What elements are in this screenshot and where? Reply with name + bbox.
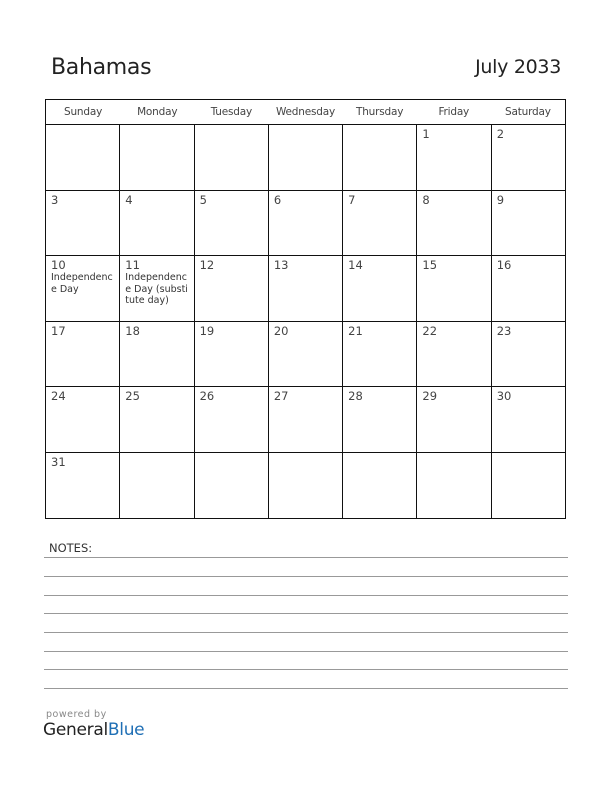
day-number: 26 [199, 389, 215, 403]
notes-line [44, 632, 568, 633]
day-number: 18 [125, 323, 140, 338]
holiday-label: Independence Day [51, 272, 113, 295]
weekday-monday: Monday [137, 106, 178, 118]
day-cell[interactable] [269, 191, 343, 256]
day-cell[interactable] [417, 322, 491, 387]
day-number: 24 [51, 389, 66, 403]
notes-line [44, 651, 568, 652]
day-cell[interactable] [343, 453, 417, 519]
day-number: 20 [273, 323, 289, 338]
day-cell[interactable] [46, 125, 120, 190]
day-cell[interactable] [195, 125, 269, 190]
day-number: 25 [125, 389, 140, 403]
day-cell[interactable] [492, 125, 565, 190]
day-cell[interactable] [417, 256, 491, 321]
weekday-header-row [46, 100, 565, 125]
day-cell[interactable] [492, 322, 565, 387]
day-cell[interactable] [195, 453, 269, 519]
generalblue-logo[interactable] [43, 720, 144, 740]
day-number: 5 [199, 192, 207, 207]
day-cell[interactable] [343, 191, 417, 256]
day-cell[interactable] [195, 387, 269, 452]
day-number: 1 [422, 127, 430, 141]
day-number: 13 [273, 258, 289, 272]
day-number: 28 [348, 389, 363, 403]
day-cell[interactable] [120, 191, 194, 256]
day-cell[interactable] [120, 453, 194, 519]
day-cell[interactable] [343, 322, 417, 387]
month-year-title: July 2033 [475, 56, 561, 78]
day-number: 19 [199, 323, 215, 338]
day-cell[interactable] [492, 387, 565, 452]
week-row [46, 191, 565, 257]
day-cell[interactable] [343, 256, 417, 321]
day-number: 6 [273, 192, 282, 207]
day-number: 2 [496, 127, 505, 141]
day-cell[interactable] [417, 453, 491, 519]
weekday-tuesday: Tuesday [210, 106, 253, 118]
day-cell[interactable] [269, 453, 343, 519]
notes-line [44, 595, 568, 596]
week-row [46, 387, 565, 453]
day-cell[interactable] [343, 387, 417, 452]
day-cell[interactable] [46, 453, 120, 519]
day-cell[interactable] [492, 256, 565, 321]
powered-by-text: powered by [46, 709, 107, 720]
day-number: 30 [496, 389, 512, 403]
day-cell[interactable] [195, 256, 269, 321]
brand-blue: Blue [107, 720, 145, 740]
day-number: 7 [348, 192, 356, 207]
notes-label: NOTES: [49, 541, 93, 555]
day-number: 10 [51, 258, 66, 272]
day-cell[interactable] [417, 125, 491, 190]
day-number: 22 [422, 323, 438, 338]
day-number: 11 [125, 258, 140, 272]
day-cell[interactable] [46, 191, 120, 256]
day-cell[interactable] [343, 125, 417, 190]
day-number: 3 [51, 192, 59, 207]
day-cell[interactable] [195, 322, 269, 387]
day-cell[interactable] [120, 125, 194, 190]
day-number: 29 [422, 389, 438, 403]
day-cell[interactable] [46, 387, 120, 452]
day-cell[interactable] [417, 191, 491, 256]
notes-line [44, 613, 568, 614]
day-number: 17 [51, 323, 66, 338]
weekday-saturday: Saturday [505, 106, 551, 118]
day-cell[interactable] [120, 256, 194, 321]
notes-line [44, 669, 568, 670]
day-number: 15 [422, 258, 438, 272]
day-cell[interactable] [46, 256, 120, 321]
weekday-wednesday: Wednesday [275, 106, 335, 118]
week-row [46, 453, 565, 519]
notes-line [44, 576, 568, 577]
day-number: 23 [496, 323, 512, 338]
brand-general: General [43, 720, 108, 740]
holiday-label: Independence Day (substitute day) [125, 272, 188, 306]
day-number: 21 [348, 323, 363, 338]
notes-line [44, 688, 568, 689]
day-cell[interactable] [46, 322, 120, 387]
weekday-sunday: Sunday [64, 106, 103, 118]
day-number: 14 [348, 258, 363, 272]
day-number: 8 [422, 192, 430, 207]
day-number: 27 [273, 389, 289, 403]
week-row [46, 125, 565, 191]
day-cell[interactable] [269, 125, 343, 190]
week-row [46, 322, 565, 388]
day-number: 9 [496, 192, 505, 207]
weekday-thursday: Thursday [356, 106, 404, 118]
country-title: Bahamas [51, 55, 152, 80]
day-number: 4 [125, 192, 133, 207]
weekday-friday: Friday [438, 106, 470, 118]
day-number: 16 [496, 258, 512, 272]
day-cell[interactable] [120, 322, 194, 387]
day-cell[interactable] [269, 256, 343, 321]
day-number: 31 [51, 454, 66, 469]
day-cell[interactable] [492, 453, 565, 519]
day-cell[interactable] [269, 387, 343, 452]
week-row [46, 256, 565, 322]
day-cell[interactable] [269, 322, 343, 387]
day-cell[interactable] [492, 191, 565, 256]
day-cell[interactable] [417, 387, 491, 452]
calendar-grid [45, 99, 566, 519]
day-cell[interactable] [120, 387, 194, 452]
day-cell[interactable] [195, 191, 269, 256]
notes-line [44, 557, 568, 558]
day-number: 12 [199, 258, 215, 272]
